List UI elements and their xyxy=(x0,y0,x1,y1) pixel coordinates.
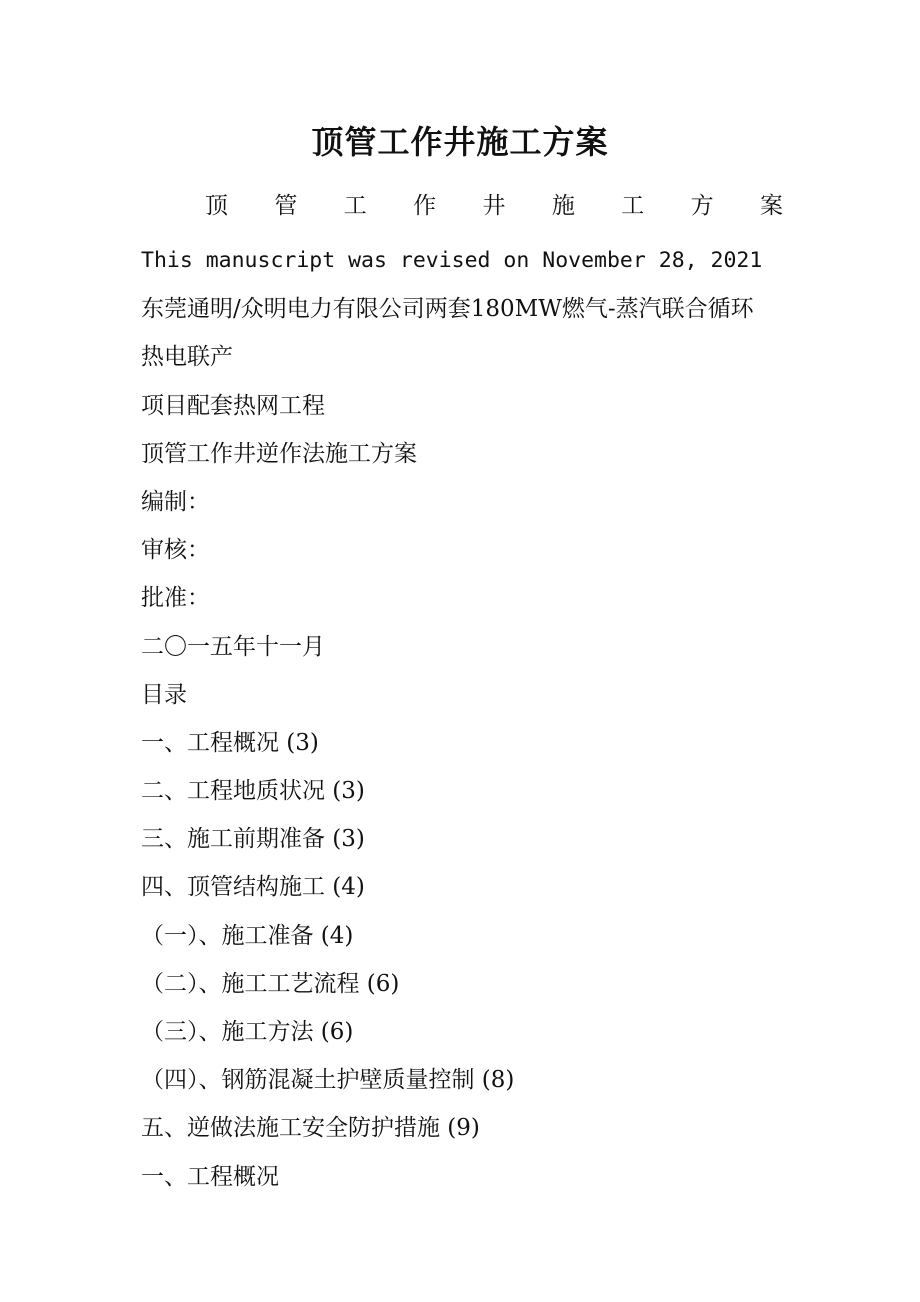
toc-entry: （三）、施工方法 (6) xyxy=(141,1019,354,1045)
toc-entry: （一）、施工准备 (4) xyxy=(141,922,354,949)
toc-entry: 五、逆做法施工安全防护措施 (9) xyxy=(141,1115,480,1142)
document-date: 二〇一五年十一月 xyxy=(141,633,325,660)
spaced-title xyxy=(205,188,783,224)
toc-entry: 三、施工前期准备 (3) xyxy=(141,826,365,853)
section-heading: 一、工程概况 xyxy=(141,1163,279,1190)
project-line: 项目配套热网工程 xyxy=(141,392,325,419)
approved-by-label: 批准： xyxy=(141,585,210,612)
document-title: 顶管工作井施工方案 xyxy=(311,123,609,161)
spaced-title-char: 管 xyxy=(274,193,298,219)
plan-title-line: 顶管工作井逆作法施工方案 xyxy=(141,440,417,467)
project-line: 热电联产 xyxy=(141,344,233,371)
spaced-title-char: 工 xyxy=(343,193,367,219)
toc-entry: （二）、施工工艺流程 (6) xyxy=(141,970,400,997)
spaced-title-char: 作 xyxy=(413,193,437,219)
reviewed-by-label: 审核： xyxy=(141,537,210,564)
toc-entry: 二、工程地质状况 (3) xyxy=(141,778,365,805)
toc-entry: 一、工程概况 (3) xyxy=(141,729,319,756)
toc-heading: 目录 xyxy=(141,681,187,708)
spaced-title-char: 方 xyxy=(690,193,714,219)
spaced-title-char: 顶 xyxy=(205,193,228,219)
spaced-title-char: 案 xyxy=(760,193,783,219)
prepared-by-label: 编制： xyxy=(141,488,210,515)
toc-entry: 四、顶管结构施工 (4) xyxy=(141,874,365,901)
spaced-title-char: 工 xyxy=(621,193,645,219)
spaced-title-char: 井 xyxy=(482,193,506,219)
document-body xyxy=(141,237,791,1201)
revision-note: This manuscript was revised on November 28, 2021 xyxy=(141,248,763,273)
spaced-title-char: 施 xyxy=(551,193,575,219)
project-line: 东莞通明/众明电力有限公司两套180MW燃气-蒸汽联合循环 xyxy=(141,296,754,323)
toc-entry: （四）、钢筋混凝土护壁质量控制 (8) xyxy=(141,1067,515,1094)
